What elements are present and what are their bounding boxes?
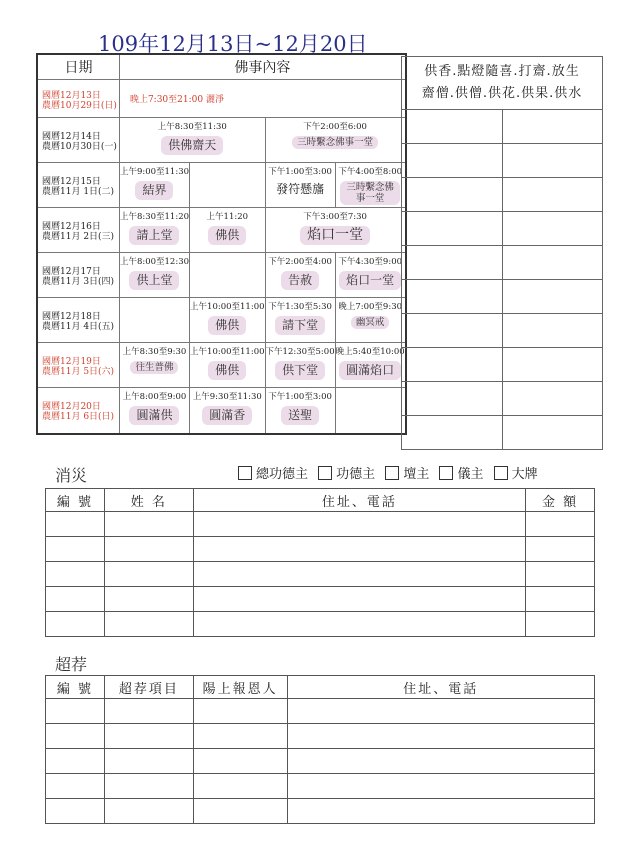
slot: 下午2:00至6:00 三時繫念佛事一堂	[265, 118, 406, 163]
offering-cell[interactable]	[402, 348, 503, 382]
col-address: 住址、電話	[287, 676, 594, 699]
offering-cell[interactable]	[402, 280, 503, 314]
row-date: 國曆12月16日 農曆11月 2日(三)	[37, 208, 119, 253]
row-date: 國曆12月20日 農曆11月 6日(日)	[37, 388, 119, 434]
offering-cell[interactable]	[402, 416, 503, 450]
offering-cell[interactable]	[502, 144, 603, 178]
event-sprinkling: 晚上7:30至21:00 灑淨	[119, 80, 405, 118]
slot: 下午2:00至4:00 告赦	[265, 253, 335, 298]
slot: 下午4:00至8:00 三時繫念佛事一堂	[335, 163, 406, 208]
table-row	[46, 774, 595, 799]
col-number: 編 號	[46, 489, 105, 512]
slot: 晚上5:40至10:00 圓滿焰口	[335, 343, 406, 388]
slot: 上午11:20 佛供	[190, 208, 266, 253]
slot: 下午1:00至3:00 送聖	[265, 388, 335, 434]
offering-cell[interactable]	[402, 212, 503, 246]
offering-cell[interactable]	[402, 382, 503, 416]
slot-empty	[335, 388, 406, 434]
row-date: 國曆12月14日 農曆10月30日(一)	[37, 118, 119, 163]
row-date: 國曆12月17日 農曆11月 3日(四)	[37, 253, 119, 298]
slot: 下午1:30至5:30 請下堂	[265, 298, 335, 343]
slot: 下午12:30至5:00 供下堂	[265, 343, 335, 388]
slot: 上午8:00至12:30 供上堂	[119, 253, 189, 298]
slot: 下午1:00至3:00 發符懸旛	[265, 163, 335, 208]
table-row	[46, 699, 595, 724]
header-content: 佛事內容	[119, 54, 405, 80]
table-row	[46, 612, 595, 637]
slot: 上午8:30至9:30 往生普佛	[119, 343, 189, 388]
offering-cell[interactable]	[502, 212, 603, 246]
checkbox[interactable]	[238, 466, 252, 480]
offering-cell[interactable]	[502, 382, 603, 416]
table-row	[46, 749, 595, 774]
slot: 上午10:00至11:00 佛供	[190, 343, 266, 388]
xiaozai-label: 消災	[55, 466, 88, 485]
col-number: 編 號	[46, 676, 105, 699]
offering-cell[interactable]	[502, 280, 603, 314]
table-row	[46, 587, 595, 612]
row-date: 國曆12月18日 農曆11月 4日(五)	[37, 298, 119, 343]
offering-cell[interactable]	[502, 110, 603, 144]
offering-cell[interactable]	[402, 178, 503, 212]
col-relative: 陽上報恩人	[193, 676, 287, 699]
slot: 上午9:30至11:30 圓滿香	[190, 388, 266, 434]
page-title: 109年12月13日~12月20日	[98, 32, 368, 56]
schedule-table	[36, 53, 407, 435]
slot-empty	[119, 298, 189, 343]
header-date: 日期	[37, 54, 119, 80]
checkbox[interactable]	[494, 466, 508, 480]
slot: 下午3:00至7:30 焰口一堂	[265, 208, 406, 253]
offering-cell[interactable]	[502, 348, 603, 382]
offering-cell[interactable]	[402, 314, 503, 348]
table-row	[46, 724, 595, 749]
slot: 下午4:30至9:00 焰口一堂	[335, 253, 406, 298]
sponsor-options: 總功德主 功德主 壇主 儀主 大牌	[232, 463, 538, 482]
chaojian-label: 超荐	[55, 655, 88, 674]
row-date: 國曆12月13日 農曆10月29日(日)	[37, 80, 119, 118]
offerings-header: 供香.點燈隨喜.打齋.放生 齋僧.供僧.供花.供果.供水	[402, 57, 603, 110]
offering-cell[interactable]	[402, 246, 503, 280]
col-name: 姓 名	[104, 489, 193, 512]
col-item: 超荐項目	[104, 676, 193, 699]
offering-cell[interactable]	[402, 110, 503, 144]
offering-cell[interactable]	[502, 246, 603, 280]
chaojian-table	[45, 675, 595, 824]
checkbox[interactable]	[439, 466, 453, 480]
table-row	[46, 562, 595, 587]
col-address: 住址、電話	[193, 489, 525, 512]
offering-cell[interactable]	[502, 178, 603, 212]
col-amount: 金 額	[526, 489, 595, 512]
row-date: 國曆12月19日 農曆11月 5日(六)	[37, 343, 119, 388]
slot-empty	[190, 163, 266, 208]
offerings-table	[401, 56, 603, 450]
table-row	[46, 799, 595, 824]
slot: 上午9:00至11:30 結界	[119, 163, 189, 208]
slot: 上午8:30至11:20 請上堂	[119, 208, 189, 253]
table-row	[46, 537, 595, 562]
checkbox[interactable]	[318, 466, 332, 480]
slot-empty	[190, 253, 266, 298]
slot: 上午8:00至9:00 圓滿供	[119, 388, 189, 434]
offering-cell[interactable]	[502, 314, 603, 348]
checkbox[interactable]	[385, 466, 399, 480]
row-date: 國曆12月15日 農曆11月 1日(二)	[37, 163, 119, 208]
slot: 晚上7:00至9:30 幽冥戒	[335, 298, 406, 343]
xiaozai-table	[45, 488, 595, 637]
table-row	[46, 512, 595, 537]
slot: 上午10:00至11:00 佛供	[190, 298, 266, 343]
offering-cell[interactable]	[402, 144, 503, 178]
offering-cell[interactable]	[502, 416, 603, 450]
slot: 上午8:30至11:30 供佛齋天	[119, 118, 265, 163]
